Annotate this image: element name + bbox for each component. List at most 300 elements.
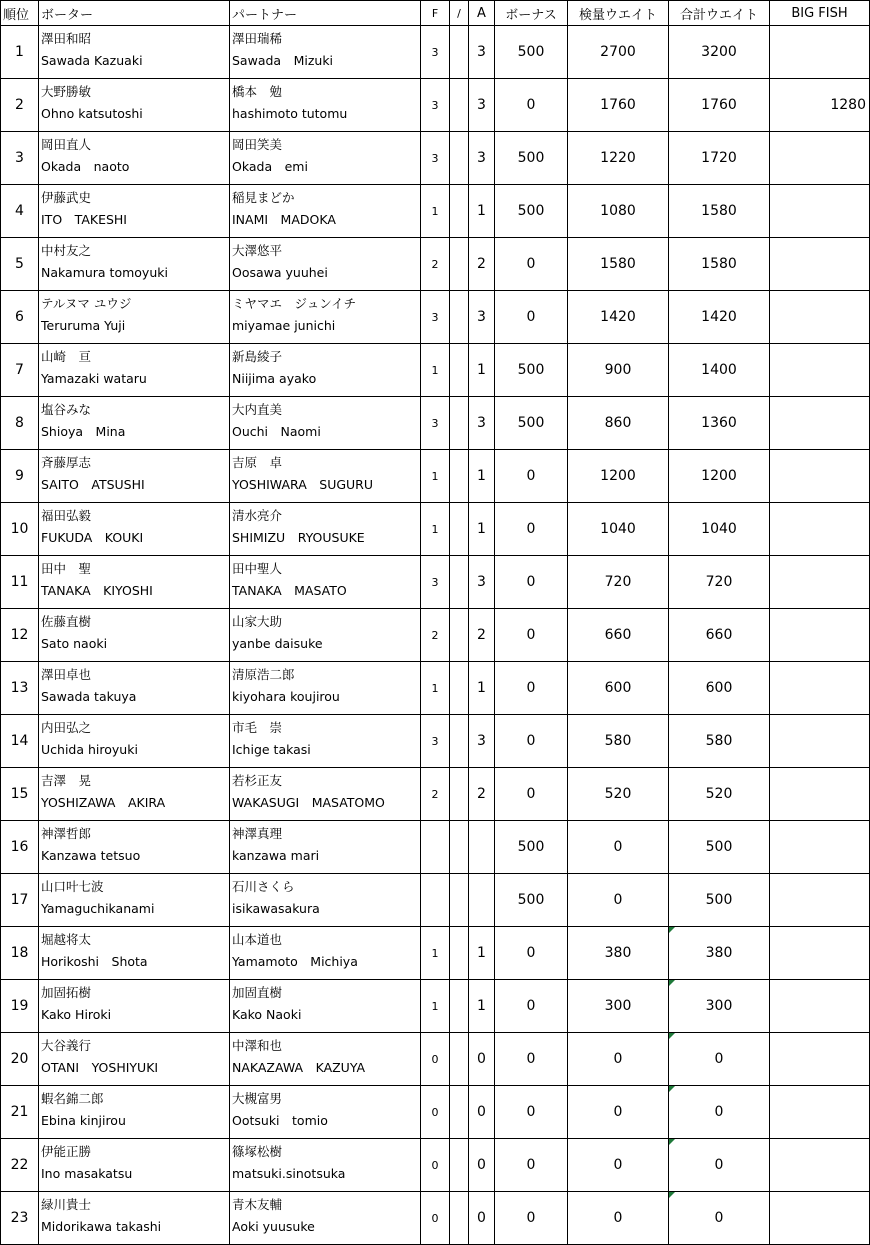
table-row <box>1 344 870 397</box>
bonus-cell: 0 <box>495 503 568 556</box>
total-weight-cell <box>669 1139 770 1192</box>
total-weight-value: 520 <box>705 786 733 802</box>
a-count-cell <box>469 821 495 874</box>
rank-cell: 15 <box>1 768 39 821</box>
total-weight-cell <box>669 821 770 874</box>
boater-name-en: Sawada takuya <box>41 689 137 704</box>
total-weight-value: 380 <box>705 945 733 961</box>
partner-cell <box>230 26 421 79</box>
bonus-cell: 0 <box>495 1139 568 1192</box>
slash-cell <box>450 344 469 397</box>
f-count-cell: 1 <box>421 503 450 556</box>
boater-name-jp: 山口叶七波 <box>41 879 104 894</box>
boater-name-en: Kako Hiroki <box>41 1007 112 1022</box>
slash-cell <box>450 1192 469 1245</box>
total-weight-value: 660 <box>705 627 733 643</box>
rank-cell: 12 <box>1 609 39 662</box>
table-row <box>1 609 870 662</box>
f-count-cell: 1 <box>421 662 450 715</box>
partner-name-en: NAKAZAWA KAZUYA <box>232 1060 366 1075</box>
weighed-weight-cell: 1040 <box>568 503 669 556</box>
f-count-cell: 2 <box>421 768 450 821</box>
boater-name-jp: 佐藤直樹 <box>41 614 92 629</box>
table-row <box>1 980 870 1033</box>
bonus-cell: 500 <box>495 185 568 238</box>
big-fish-cell <box>770 715 870 768</box>
rank-cell: 17 <box>1 874 39 927</box>
total-weight-cell <box>669 1033 770 1086</box>
a-count-cell: 0 <box>469 1033 495 1086</box>
rank-cell: 7 <box>1 344 39 397</box>
weighed-weight-cell: 1220 <box>568 132 669 185</box>
table-row <box>1 185 870 238</box>
a-count-cell: 3 <box>469 26 495 79</box>
comment-indicator-icon <box>669 1086 675 1092</box>
boater-cell <box>39 662 230 715</box>
partner-cell <box>230 1139 421 1192</box>
header-total-weight: 合計ウエイト <box>669 1 770 26</box>
f-count-cell: 1 <box>421 185 450 238</box>
boater-name-jp: 加固拓樹 <box>41 985 92 1000</box>
partner-name-jp: 清原浩二郎 <box>232 667 295 682</box>
table-row <box>1 26 870 79</box>
weighed-weight-cell: 300 <box>568 980 669 1033</box>
total-weight-cell <box>669 291 770 344</box>
partner-name-en: WAKASUGI MASATOMO <box>232 795 385 810</box>
partner-name-en: SHIMIZU RYOUSUKE <box>232 530 365 545</box>
weighed-weight-cell: 1200 <box>568 450 669 503</box>
partner-name-en: Okada emi <box>232 159 308 174</box>
table-row <box>1 1192 870 1245</box>
f-count-cell: 3 <box>421 291 450 344</box>
partner-cell <box>230 980 421 1033</box>
partner-name-jp: 中澤和也 <box>232 1038 283 1053</box>
total-weight-value: 720 <box>705 574 733 590</box>
total-weight-cell <box>669 1086 770 1139</box>
total-weight-value: 300 <box>705 998 733 1014</box>
total-weight-cell <box>669 397 770 450</box>
partner-cell <box>230 503 421 556</box>
big-fish-cell <box>770 344 870 397</box>
rank-cell: 11 <box>1 556 39 609</box>
boater-name-jp: 福田弘毅 <box>41 508 92 523</box>
table-row <box>1 1086 870 1139</box>
boater-name-jp: 澤田和昭 <box>41 31 92 46</box>
partner-name-jp: 大内直美 <box>232 402 283 417</box>
a-count-cell: 0 <box>469 1192 495 1245</box>
partner-name-jp: 篠塚松樹 <box>232 1144 283 1159</box>
big-fish-cell <box>770 609 870 662</box>
f-count-cell: 3 <box>421 79 450 132</box>
boater-name-jp: 中村友之 <box>41 243 92 258</box>
f-count-cell: 3 <box>421 397 450 450</box>
weighed-weight-cell: 520 <box>568 768 669 821</box>
boater-name-jp: テルヌマ ユウジ <box>41 296 132 311</box>
boater-name-en: Sato naoki <box>41 636 108 651</box>
a-count-cell: 3 <box>469 397 495 450</box>
boater-name-en: Sawada Kazuaki <box>41 53 143 68</box>
table-row <box>1 132 870 185</box>
a-count-cell <box>469 874 495 927</box>
slash-cell <box>450 662 469 715</box>
a-count-cell: 3 <box>469 556 495 609</box>
partner-name-jp: 大澤悠平 <box>232 243 283 258</box>
bonus-cell: 0 <box>495 1086 568 1139</box>
partner-cell <box>230 344 421 397</box>
partner-name-en: kiyohara koujirou <box>232 689 340 704</box>
partner-name-en: Ouchi Naomi <box>232 424 321 439</box>
rank-cell: 10 <box>1 503 39 556</box>
slash-cell <box>450 1139 469 1192</box>
slash-cell <box>450 26 469 79</box>
partner-cell <box>230 609 421 662</box>
total-weight-cell <box>669 238 770 291</box>
boater-cell <box>39 238 230 291</box>
bonus-cell: 500 <box>495 26 568 79</box>
boater-name-jp: 伊能正勝 <box>41 1144 92 1159</box>
partner-name-en: Yamamoto Michiya <box>232 954 358 969</box>
weighed-weight-cell: 600 <box>568 662 669 715</box>
bonus-cell: 0 <box>495 980 568 1033</box>
total-weight-cell <box>669 1192 770 1245</box>
total-weight-cell <box>669 344 770 397</box>
slash-cell <box>450 609 469 662</box>
bonus-cell: 500 <box>495 397 568 450</box>
table-row <box>1 556 870 609</box>
comment-indicator-icon <box>669 927 675 933</box>
partner-name-jp: 稲見まどか <box>232 190 295 205</box>
table-row <box>1 662 870 715</box>
boater-name-jp: 吉澤 晃 <box>41 773 92 788</box>
total-weight-cell <box>669 185 770 238</box>
slash-cell <box>450 556 469 609</box>
rank-cell: 13 <box>1 662 39 715</box>
partner-name-jp: ミヤマエ ジュンイチ <box>232 296 357 311</box>
boater-cell <box>39 132 230 185</box>
rank-cell: 20 <box>1 1033 39 1086</box>
f-count-cell <box>421 821 450 874</box>
rank-cell: 16 <box>1 821 39 874</box>
f-count-cell: 1 <box>421 980 450 1033</box>
partner-name-en: hashimoto tutomu <box>232 106 348 121</box>
f-count-cell: 0 <box>421 1139 450 1192</box>
rank-cell: 8 <box>1 397 39 450</box>
bonus-cell: 0 <box>495 1192 568 1245</box>
rank-cell: 21 <box>1 1086 39 1139</box>
total-weight-cell <box>669 79 770 132</box>
partner-name-en: INAMI MADOKA <box>232 212 336 227</box>
bonus-cell: 500 <box>495 132 568 185</box>
bonus-cell: 0 <box>495 768 568 821</box>
slash-cell <box>450 132 469 185</box>
partner-cell <box>230 821 421 874</box>
partner-name-jp: 吉原 卓 <box>232 455 283 470</box>
table-row <box>1 821 870 874</box>
partner-cell <box>230 1192 421 1245</box>
f-count-cell: 3 <box>421 715 450 768</box>
boater-cell <box>39 503 230 556</box>
partner-cell <box>230 927 421 980</box>
bonus-cell: 0 <box>495 450 568 503</box>
a-count-cell: 1 <box>469 662 495 715</box>
total-weight-value: 1400 <box>701 362 737 378</box>
comment-indicator-icon <box>669 980 675 986</box>
big-fish-cell <box>770 26 870 79</box>
bonus-cell: 0 <box>495 238 568 291</box>
boater-cell <box>39 26 230 79</box>
f-count-cell: 0 <box>421 1192 450 1245</box>
weighed-weight-cell: 660 <box>568 609 669 662</box>
comment-indicator-icon <box>669 1033 675 1039</box>
big-fish-cell <box>770 397 870 450</box>
partner-name-en: kanzawa mari <box>232 848 320 863</box>
big-fish-cell <box>770 291 870 344</box>
total-weight-value: 500 <box>705 839 733 855</box>
partner-name-en: Ichige takasi <box>232 742 311 757</box>
weighed-weight-cell: 1080 <box>568 185 669 238</box>
total-weight-value: 0 <box>714 1051 724 1067</box>
slash-cell <box>450 927 469 980</box>
partner-name-jp: 加固直樹 <box>232 985 283 1000</box>
rank-cell: 9 <box>1 450 39 503</box>
boater-name-jp: 伊藤武史 <box>41 190 92 205</box>
partner-cell <box>230 556 421 609</box>
boater-name-en: SAITO ATSUSHI <box>41 477 145 492</box>
boater-name-en: OTANI YOSHIYUKI <box>41 1060 159 1075</box>
boater-name-en: TANAKA KIYOSHI <box>41 583 153 598</box>
bonus-cell: 500 <box>495 821 568 874</box>
a-count-cell: 0 <box>469 1139 495 1192</box>
table-row <box>1 715 870 768</box>
rank-cell: 3 <box>1 132 39 185</box>
partner-name-en: Oosawa yuuhei <box>232 265 328 280</box>
partner-name-en: YOSHIWARA SUGURU <box>232 477 374 492</box>
table-row <box>1 503 870 556</box>
bonus-cell: 0 <box>495 927 568 980</box>
total-weight-cell <box>669 715 770 768</box>
header-f: F <box>421 1 450 26</box>
boater-name-en: Kanzawa tetsuo <box>41 848 141 863</box>
boater-cell <box>39 1192 230 1245</box>
slash-cell <box>450 238 469 291</box>
weighed-weight-cell: 720 <box>568 556 669 609</box>
slash-cell <box>450 185 469 238</box>
big-fish-cell <box>770 1192 870 1245</box>
partner-name-en: Kako Naoki <box>232 1007 302 1022</box>
boater-name-en: YOSHIZAWA AKIRA <box>41 795 166 810</box>
a-count-cell: 2 <box>469 609 495 662</box>
total-weight-cell <box>669 26 770 79</box>
big-fish-cell <box>770 185 870 238</box>
table-row <box>1 927 870 980</box>
partner-cell <box>230 450 421 503</box>
boater-cell <box>39 450 230 503</box>
partner-name-jp: 山家大助 <box>232 614 283 629</box>
boater-cell <box>39 556 230 609</box>
header-big-fish: BIG FISH <box>770 1 870 26</box>
weighed-weight-cell: 2700 <box>568 26 669 79</box>
table-row <box>1 1139 870 1192</box>
total-weight-value: 500 <box>705 892 733 908</box>
boater-cell <box>39 1139 230 1192</box>
total-weight-value: 1200 <box>701 468 737 484</box>
boater-cell <box>39 715 230 768</box>
rank-cell: 18 <box>1 927 39 980</box>
header-row <box>1 1 870 26</box>
rank-cell: 22 <box>1 1139 39 1192</box>
big-fish-cell <box>770 1086 870 1139</box>
f-count-cell: 2 <box>421 238 450 291</box>
weighed-weight-cell: 0 <box>568 1086 669 1139</box>
partner-name-jp: 神澤真理 <box>232 826 283 841</box>
boater-name-en: Ino masakatsu <box>41 1166 133 1181</box>
table-row <box>1 291 870 344</box>
big-fish-cell <box>770 980 870 1033</box>
rank-cell: 6 <box>1 291 39 344</box>
boater-name-en: Ebina kinjirou <box>41 1113 126 1128</box>
boater-name-jp: 山崎 亘 <box>41 349 92 364</box>
total-weight-value: 1420 <box>701 309 737 325</box>
header-boater: ボーター <box>39 1 230 26</box>
partner-name-jp: 青木友輔 <box>232 1197 283 1212</box>
boater-name-en: Yamazaki wataru <box>41 371 147 386</box>
total-weight-value: 1360 <box>701 415 737 431</box>
comment-indicator-icon <box>669 1139 675 1145</box>
a-count-cell: 3 <box>469 79 495 132</box>
partner-name-en: Niijima ayako <box>232 371 317 386</box>
partner-cell <box>230 291 421 344</box>
total-weight-cell <box>669 927 770 980</box>
weighed-weight-cell: 1760 <box>568 79 669 132</box>
partner-name-en: Aoki yuusuke <box>232 1219 315 1234</box>
partner-name-en: TANAKA MASATO <box>232 583 347 598</box>
boater-name-jp: 神澤哲郎 <box>41 826 92 841</box>
partner-cell <box>230 397 421 450</box>
slash-cell <box>450 980 469 1033</box>
partner-cell <box>230 1086 421 1139</box>
boater-cell <box>39 927 230 980</box>
big-fish-cell <box>770 1139 870 1192</box>
bonus-cell: 0 <box>495 662 568 715</box>
header-rank: 順位 <box>1 1 39 26</box>
boater-cell <box>39 185 230 238</box>
boater-name-jp: 塩谷みな <box>41 402 92 417</box>
total-weight-cell <box>669 768 770 821</box>
boater-cell <box>39 291 230 344</box>
weighed-weight-cell: 380 <box>568 927 669 980</box>
weighed-weight-cell: 0 <box>568 821 669 874</box>
boater-name-en: Yamaguchikanami <box>41 901 155 916</box>
big-fish-cell <box>770 821 870 874</box>
partner-cell <box>230 132 421 185</box>
total-weight-value: 0 <box>714 1210 724 1226</box>
big-fish-cell: 1280 <box>770 79 870 132</box>
big-fish-cell <box>770 556 870 609</box>
boater-name-en: Horikoshi Shota <box>41 954 148 969</box>
boater-cell <box>39 874 230 927</box>
partner-name-jp: 新島綾子 <box>232 349 283 364</box>
boater-name-en: ITO TAKESHI <box>41 212 127 227</box>
boater-cell <box>39 980 230 1033</box>
slash-cell <box>450 821 469 874</box>
weighed-weight-cell: 0 <box>568 1139 669 1192</box>
a-count-cell: 0 <box>469 1086 495 1139</box>
bonus-cell: 0 <box>495 715 568 768</box>
total-weight-value: 1720 <box>701 150 737 166</box>
boater-name-jp: 大谷義行 <box>41 1038 92 1053</box>
boater-name-en: FUKUDA KOUKI <box>41 530 144 545</box>
f-count-cell: 3 <box>421 556 450 609</box>
boater-name-jp: 蝦名錦二郎 <box>41 1091 104 1106</box>
slash-cell <box>450 450 469 503</box>
weighed-weight-cell: 0 <box>568 1033 669 1086</box>
partner-name-jp: 橋本 勉 <box>232 84 283 99</box>
partner-cell <box>230 79 421 132</box>
a-count-cell: 1 <box>469 450 495 503</box>
partner-name-en: Sawada Mizuki <box>232 53 334 68</box>
partner-name-jp: 田中聖人 <box>232 561 283 576</box>
total-weight-cell <box>669 662 770 715</box>
rank-cell: 19 <box>1 980 39 1033</box>
total-weight-cell <box>669 556 770 609</box>
total-weight-value: 0 <box>714 1104 724 1120</box>
a-count-cell: 1 <box>469 927 495 980</box>
table-row <box>1 1033 870 1086</box>
partner-cell <box>230 238 421 291</box>
boater-cell <box>39 397 230 450</box>
boater-cell <box>39 344 230 397</box>
a-count-cell: 1 <box>469 503 495 556</box>
f-count-cell: 3 <box>421 26 450 79</box>
big-fish-cell <box>770 132 870 185</box>
a-count-cell: 1 <box>469 344 495 397</box>
a-count-cell: 3 <box>469 132 495 185</box>
a-count-cell: 2 <box>469 768 495 821</box>
big-fish-cell <box>770 768 870 821</box>
total-weight-value: 0 <box>714 1157 724 1173</box>
partner-name-en: miyamae junichi <box>232 318 336 333</box>
boater-name-jp: 大野勝敏 <box>41 84 92 99</box>
header-a: A <box>469 1 495 26</box>
table-row <box>1 768 870 821</box>
total-weight-value: 1580 <box>701 203 737 219</box>
big-fish-cell <box>770 662 870 715</box>
partner-cell <box>230 185 421 238</box>
slash-cell <box>450 715 469 768</box>
partner-name-jp: 若杉正友 <box>232 773 283 788</box>
boater-cell <box>39 609 230 662</box>
total-weight-cell <box>669 609 770 662</box>
partner-cell <box>230 662 421 715</box>
boater-cell <box>39 1033 230 1086</box>
weighed-weight-cell: 0 <box>568 874 669 927</box>
total-weight-cell <box>669 450 770 503</box>
f-count-cell: 1 <box>421 450 450 503</box>
slash-cell <box>450 1033 469 1086</box>
bonus-cell: 500 <box>495 344 568 397</box>
f-count-cell: 3 <box>421 132 450 185</box>
table-row <box>1 79 870 132</box>
boater-cell <box>39 79 230 132</box>
slash-cell <box>450 291 469 344</box>
partner-name-jp: 石川さくら <box>232 879 295 894</box>
boater-name-en: Okada naoto <box>41 159 130 174</box>
total-weight-cell <box>669 980 770 1033</box>
total-weight-value: 580 <box>705 733 733 749</box>
partner-name-en: yanbe daisuke <box>232 636 323 651</box>
total-weight-cell <box>669 874 770 927</box>
f-count-cell: 0 <box>421 1033 450 1086</box>
